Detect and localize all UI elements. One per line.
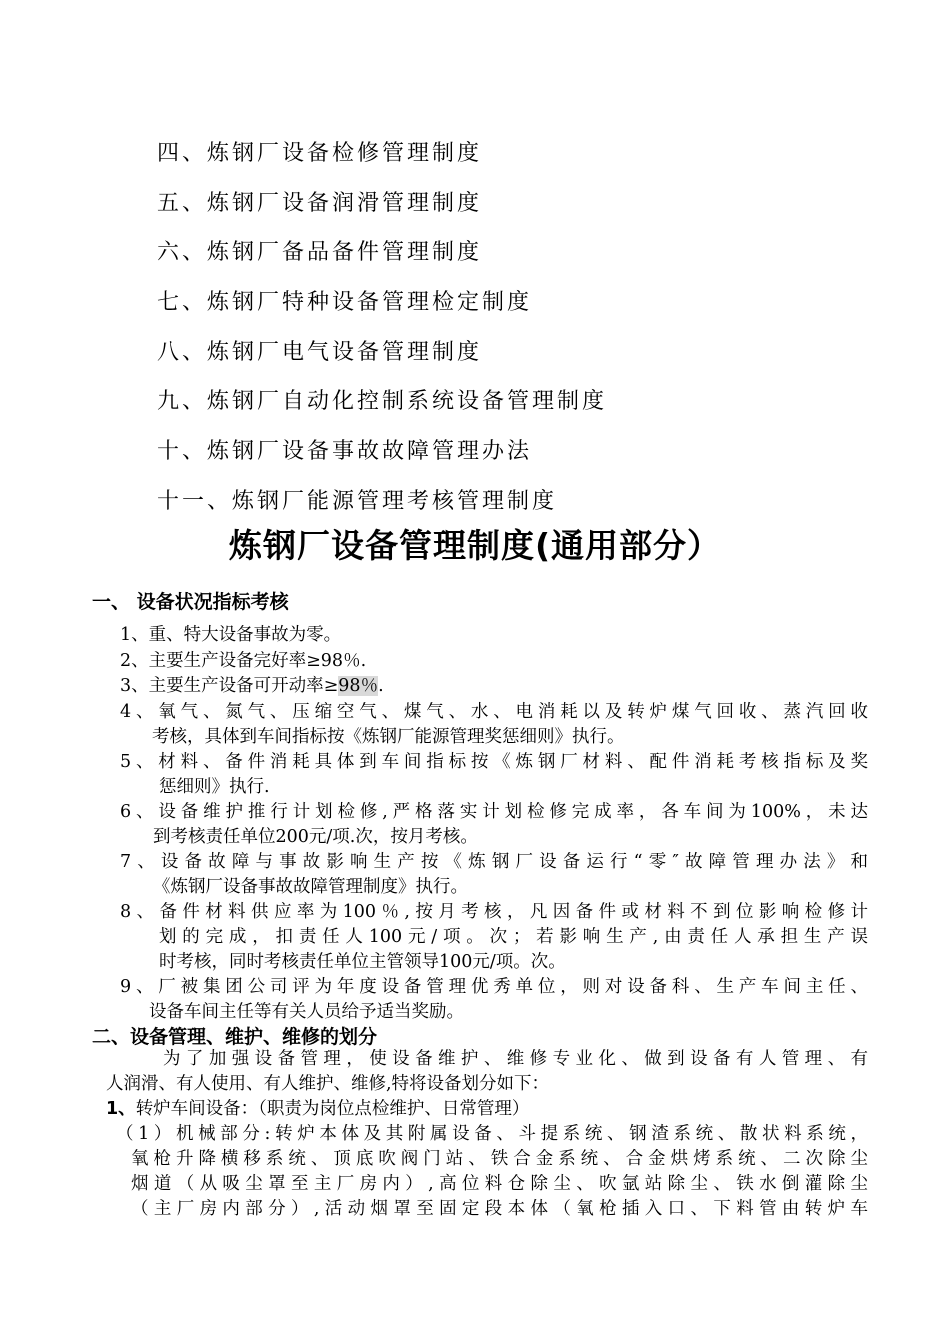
document-title: 炼钢厂设备管理制度(通用部分） [228,526,722,565]
paragraph-1-line-2: 氧枪升降横移系统、顶底吹阀门站、铁合金系统、合金烘烤系统、二次除尘 [131,1149,868,1169]
section-1-heading: 一、 设备状况指标考核 [92,591,289,613]
item-2: 2、主要生产设备完好率≥98％. [120,651,367,671]
subsection-1-text: 转炉车间设备：（职责为岗位点检维护、日常管理） [135,1099,530,1119]
item-4-line-2: 考核，具体到车间指标按《炼钢厂能源管理奖惩细则》执行。 [152,727,625,747]
item-8-line-1: 8、备件材料供应率为100％,按月考核，凡因备件或材料不到位影响检修计 [120,902,868,922]
item-9-line-1: 9、厂被集团公司评为年度设备管理优秀单位，则对设备科、生产车间主任、 [120,977,868,997]
toc-item-11: 十一、炼钢厂能源管理考核管理制度 [157,489,558,514]
paragraph-1-line-1: （1）机械部分:转炉本体及其附属设备、斗提系统、钢渣系统、散状料系统， [116,1124,868,1144]
section-2-heading: 二、设备管理、维护、维修的划分 [92,1026,378,1048]
toc-item-5: 五、炼钢厂设备润滑管理制度 [157,191,483,216]
item-9-line-2: 设备车间主任等有关人员给予适当奖励。 [149,1002,464,1022]
subsection-1-heading [106,1097,529,1121]
section-2-intro-line-1: 为了加强设备管理，使设备维护、维修专业化、做到设备有人管理、有 [163,1049,868,1069]
section-2-intro-line-2: 人润滑、有人使用、有人维护、维修,特将设备划分如下： [106,1074,550,1094]
item-1: 1、重、特大设备事故为零。 [120,625,342,645]
toc-item-6: 六、炼钢厂备品备件管理制度 [157,240,483,265]
item-3-text: 3、主要生产设备可开动率≥ [120,676,339,696]
toc-item-10: 十、炼钢厂设备事故故障管理办法 [157,439,533,464]
item-3-highlight: 98％ [338,676,379,696]
toc-item-4: 四、炼钢厂设备检修管理制度 [157,141,483,166]
item-6-line-2: 到考核责任单位200元/项.次，按月考核。 [153,827,478,847]
subsection-1-number: 1、 [106,1099,136,1119]
item-7-line-1: 7、设备故障与事故影响生产按《炼钢厂设备运行“零″故障管理办法》和 [120,852,868,872]
paragraph-1-line-3: 烟道（从吸尘罩至主厂房内）,高位料仓除尘、吹氩站除尘、铁水倒灌除尘 [131,1174,868,1194]
item-4-line-1: 4、氧气、氮气、压缩空气、煤气、水、电消耗以及转炉煤气回收、蒸汽回收 [120,702,868,722]
item-8-line-3: 时考核，同时考核责任单位主管领导100元/项。次。 [159,952,566,972]
toc-item-8: 八、炼钢厂电气设备管理制度 [157,340,483,365]
toc-item-9: 九、炼钢厂自动化控制系统设备管理制度 [157,389,608,414]
toc-item-7: 七、炼钢厂特种设备管理检定制度 [157,290,533,315]
item-7-line-2: 《炼钢厂设备事故故障管理制度》执行。 [153,877,468,897]
item-8-line-2: 划的完成，扣责任人100元/项。次；若影响生产,由责任人承担生产误 [159,927,868,947]
item-5-line-2: 惩细则》执行. [159,777,270,797]
item-6-line-1: 6、设备维护推行计划检修,严格落实计划检修完成率，各车间为100%，未达 [120,802,868,822]
paragraph-1-line-4: （主厂房内部分）,活动烟罩至固定段本体（氧枪插入口、下料管由转炉车 [131,1199,868,1219]
item-3 [120,674,384,698]
item-5-line-1: 5、材料、备件消耗具体到车间指标按《炼钢厂材料、配件消耗考核指标及奖 [120,752,868,772]
item-3-period: . [378,676,384,696]
